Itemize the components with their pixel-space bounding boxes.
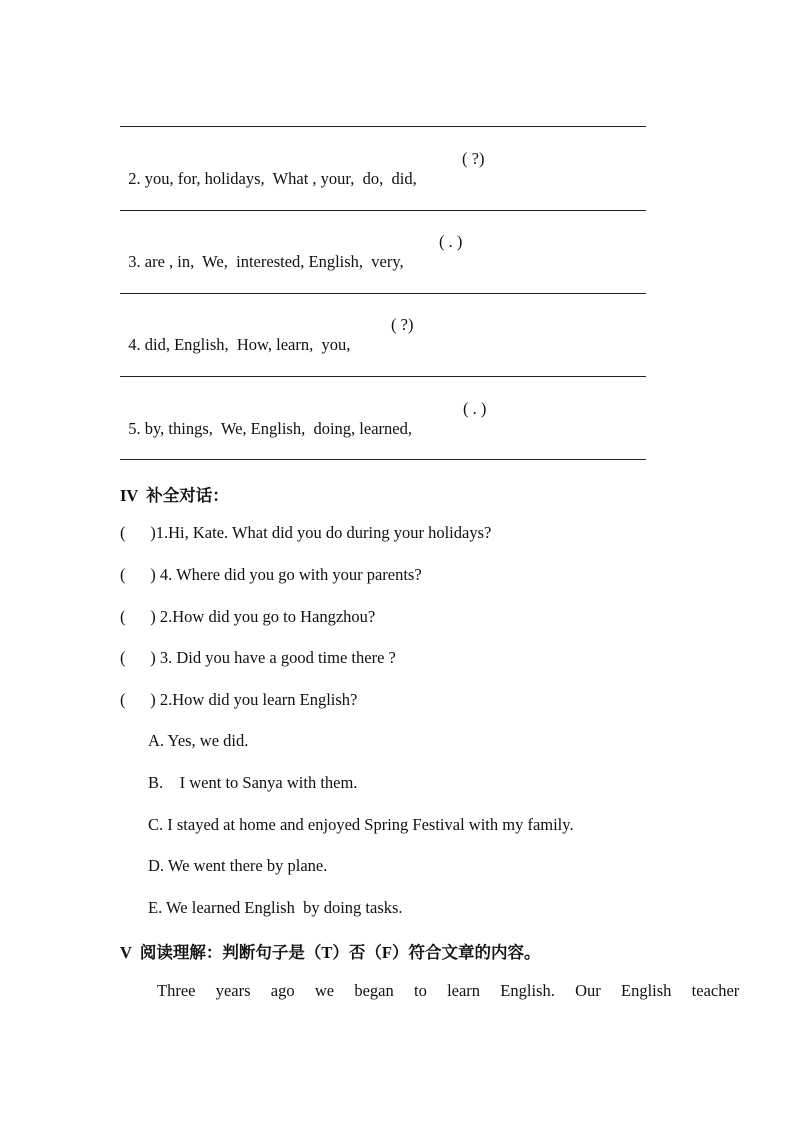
answer-line-1 [120,126,646,127]
option-d: D. We went there by plane. [148,856,328,875]
answer-line-4 [120,376,646,377]
question-4 [120,315,350,355]
answer-line-3 [120,293,646,294]
question-3 [120,232,404,272]
option-c: C. I stayed at home and enjoyed Spring Festival with my family. [148,815,574,834]
answer-line-2 [120,210,646,211]
answer-line-5 [120,459,646,460]
option-e: E. We learned English by doing tasks. [148,898,403,917]
question-4-words: 4. did, English, How, learn, you, [128,335,351,354]
reading-paragraph: Three years ago we began to learn English. Our English teacher [157,981,740,1000]
question-3-punctuation: ( . ) [439,232,463,251]
question-5-punctuation: ( . ) [463,399,487,418]
question-5-words: 5. by, things, We, English, doing, learned, [128,419,412,438]
question-3-words: 3. are , in, We, interested, English, very, [128,252,404,271]
question-4-punctuation: ( ?) [391,315,414,334]
dialogue-question-5: ( ) 2.How did you learn English? [120,690,358,709]
dialogue-question-1: ( )1.Hi, Kate. What did you do during your holidays? [120,523,492,542]
question-5 [120,399,412,439]
option-b: B. I went to Sanya with them. [148,773,358,792]
dialogue-question-3: ( ) 2.How did you go to Hangzhou? [120,607,376,626]
dialogue-question-2: ( ) 4. Where did you go with your parents? [120,565,422,584]
option-a: A. Yes, we did. [148,731,249,750]
question-2 [120,149,417,189]
question-2-punctuation: ( ?) [462,149,485,168]
dialogue-question-4: ( ) 3. Did you have a good time there ? [120,648,396,667]
section-4-heading: IV 补全对话： [120,486,229,505]
section-5-heading: V 阅读理解：判断句子是（T）否（F）符合文章的内容。 [120,943,541,962]
question-2-words: 2. you, for, holidays, What , your, do, did, [128,169,417,188]
